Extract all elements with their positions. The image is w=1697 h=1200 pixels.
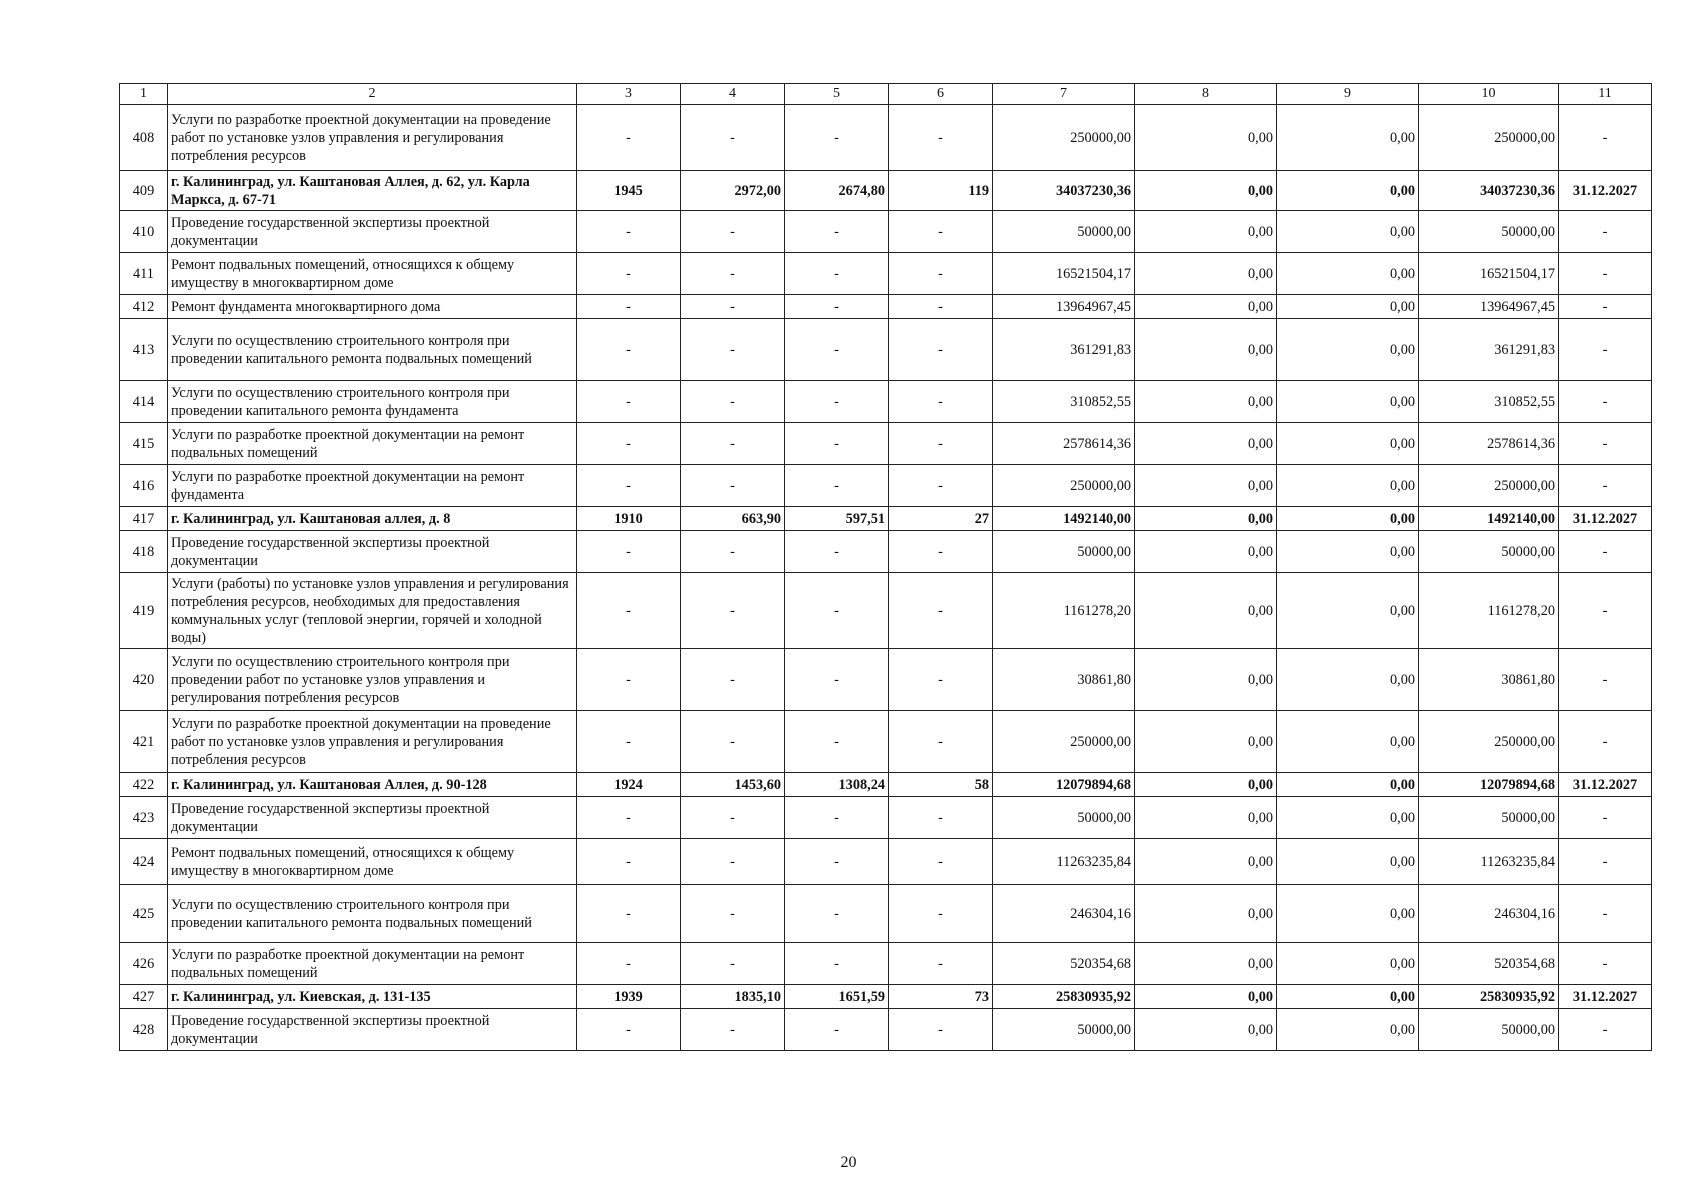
col-7-value: 2578614,36: [993, 423, 1135, 465]
col-10-value: 16521504,17: [1419, 253, 1559, 295]
col-7-value: 1492140,00: [993, 507, 1135, 531]
col-6-value: -: [889, 649, 993, 711]
col-5-value: -: [785, 253, 889, 295]
col-7-value: 361291,83: [993, 319, 1135, 381]
col-6-value: -: [889, 465, 993, 507]
col-3-value: -: [577, 295, 681, 319]
row-description: Услуги по осуществлению строительного контроля при проведении капитального ремонта подвальных помещений: [168, 319, 577, 381]
col-6-value: -: [889, 295, 993, 319]
col-11-value: -: [1559, 573, 1652, 649]
col-3-value: -: [577, 253, 681, 295]
col-9-value: 0,00: [1277, 885, 1419, 943]
col-10-value: 250000,00: [1419, 711, 1559, 773]
col-8-value: 0,00: [1135, 649, 1277, 711]
col-11-value: 31.12.2027: [1559, 507, 1652, 531]
col-10-value: 34037230,36: [1419, 171, 1559, 211]
col-7-value: 16521504,17: [993, 253, 1135, 295]
col-4-value: -: [681, 295, 785, 319]
column-number-row: [120, 84, 1652, 105]
col-10-value: 50000,00: [1419, 211, 1559, 253]
col-9-value: 0,00: [1277, 295, 1419, 319]
table-row: [120, 711, 1652, 773]
table-row: [120, 381, 1652, 423]
col-4-value: -: [681, 319, 785, 381]
table-row: [120, 465, 1652, 507]
row-description: Услуги по разработке проектной документации на ремонт фундамента: [168, 465, 577, 507]
col-11-value: -: [1559, 105, 1652, 171]
column-header: 4: [681, 84, 785, 105]
col-9-value: 0,00: [1277, 507, 1419, 531]
col-8-value: 0,00: [1135, 319, 1277, 381]
row-description: Ремонт подвальных помещений, относящихся к общему имуществу в многоквартирном доме: [168, 253, 577, 295]
row-description: Услуги по осуществлению строительного контроля при проведении капитального ремонта подвальных помещений: [168, 885, 577, 943]
col-9-value: 0,00: [1277, 253, 1419, 295]
col-4-value: -: [681, 943, 785, 985]
col-10-value: 250000,00: [1419, 105, 1559, 171]
column-header: 8: [1135, 84, 1277, 105]
col-7-value: 250000,00: [993, 465, 1135, 507]
row-description: Услуги по разработке проектной документации на ремонт подвальных помещений: [168, 423, 577, 465]
col-9-value: 0,00: [1277, 797, 1419, 839]
row-number: 422: [120, 773, 168, 797]
col-10-value: 13964967,45: [1419, 295, 1559, 319]
row-description: Услуги по разработке проектной документации на ремонт подвальных помещений: [168, 943, 577, 985]
row-description: Услуги по разработке проектной документации на проведение работ по установке узлов управления и регулирования потребления ресурсов: [168, 105, 577, 171]
col-4-value: -: [681, 531, 785, 573]
col-3-value: -: [577, 381, 681, 423]
row-description: г. Калининград, ул. Каштановая Аллея, д. 90-128: [168, 773, 577, 797]
col-5-value: 2674,80: [785, 171, 889, 211]
col-4-value: -: [681, 573, 785, 649]
row-number: 414: [120, 381, 168, 423]
col-5-value: -: [785, 105, 889, 171]
col-7-value: 11263235,84: [993, 839, 1135, 885]
row-description: Услуги по осуществлению строительного контроля при проведении капитального ремонта фундамента: [168, 381, 577, 423]
col-8-value: 0,00: [1135, 171, 1277, 211]
col-4-value: -: [681, 381, 785, 423]
page-number: 20: [840, 1154, 857, 1171]
col-7-value: 250000,00: [993, 711, 1135, 773]
row-number: 413: [120, 319, 168, 381]
col-9-value: 0,00: [1277, 423, 1419, 465]
table-row: [120, 423, 1652, 465]
col-5-value: -: [785, 649, 889, 711]
col-8-value: 0,00: [1135, 253, 1277, 295]
col-5-value: -: [785, 423, 889, 465]
col-3-value: -: [577, 711, 681, 773]
col-11-value: -: [1559, 649, 1652, 711]
col-8-value: 0,00: [1135, 839, 1277, 885]
row-number: 419: [120, 573, 168, 649]
col-7-value: 50000,00: [993, 211, 1135, 253]
row-number: 428: [120, 1009, 168, 1051]
table-body: [120, 105, 1652, 1051]
col-8-value: 0,00: [1135, 711, 1277, 773]
table-row: [120, 943, 1652, 985]
table-row: [120, 319, 1652, 381]
col-6-value: -: [889, 573, 993, 649]
col-6-value: -: [889, 943, 993, 985]
col-3-value: -: [577, 649, 681, 711]
col-8-value: 0,00: [1135, 797, 1277, 839]
col-8-value: 0,00: [1135, 943, 1277, 985]
col-6-value: -: [889, 253, 993, 295]
row-number: 421: [120, 711, 168, 773]
col-4-value: 663,90: [681, 507, 785, 531]
column-header: 1: [120, 84, 168, 105]
col-7-value: 25830935,92: [993, 985, 1135, 1009]
column-header: 5: [785, 84, 889, 105]
col-10-value: 1161278,20: [1419, 573, 1559, 649]
col-3-value: 1939: [577, 985, 681, 1009]
col-3-value: 1910: [577, 507, 681, 531]
table-row: [120, 773, 1652, 797]
col-9-value: 0,00: [1277, 171, 1419, 211]
col-8-value: 0,00: [1135, 985, 1277, 1009]
col-3-value: -: [577, 797, 681, 839]
col-11-value: -: [1559, 839, 1652, 885]
col-9-value: 0,00: [1277, 573, 1419, 649]
col-6-value: 27: [889, 507, 993, 531]
row-number: 423: [120, 797, 168, 839]
col-11-value: -: [1559, 797, 1652, 839]
col-3-value: -: [577, 943, 681, 985]
column-header: 11: [1559, 84, 1652, 105]
col-7-value: 12079894,68: [993, 773, 1135, 797]
col-8-value: 0,00: [1135, 211, 1277, 253]
col-10-value: 246304,16: [1419, 885, 1559, 943]
table-row: [120, 171, 1652, 211]
col-6-value: -: [889, 711, 993, 773]
col-7-value: 250000,00: [993, 105, 1135, 171]
col-10-value: 1492140,00: [1419, 507, 1559, 531]
col-9-value: 0,00: [1277, 211, 1419, 253]
col-9-value: 0,00: [1277, 319, 1419, 381]
table-row: [120, 253, 1652, 295]
col-4-value: 2972,00: [681, 171, 785, 211]
col-10-value: 2578614,36: [1419, 423, 1559, 465]
row-number: 408: [120, 105, 168, 171]
col-7-value: 30861,80: [993, 649, 1135, 711]
table-row: [120, 649, 1652, 711]
row-number: 409: [120, 171, 168, 211]
table-row: [120, 839, 1652, 885]
row-number: 427: [120, 985, 168, 1009]
col-5-value: -: [785, 573, 889, 649]
col-10-value: 520354,68: [1419, 943, 1559, 985]
col-4-value: -: [681, 711, 785, 773]
column-header: 10: [1419, 84, 1559, 105]
col-7-value: 520354,68: [993, 943, 1135, 985]
col-6-value: -: [889, 797, 993, 839]
col-6-value: -: [889, 319, 993, 381]
col-3-value: -: [577, 105, 681, 171]
col-9-value: 0,00: [1277, 381, 1419, 423]
col-11-value: -: [1559, 711, 1652, 773]
col-9-value: 0,00: [1277, 1009, 1419, 1051]
row-description: Проведение государственной экспертизы проектной документации: [168, 1009, 577, 1051]
col-6-value: -: [889, 885, 993, 943]
col-11-value: 31.12.2027: [1559, 985, 1652, 1009]
col-8-value: 0,00: [1135, 423, 1277, 465]
row-description: Проведение государственной экспертизы проектной документации: [168, 211, 577, 253]
col-4-value: -: [681, 797, 785, 839]
col-7-value: 50000,00: [993, 531, 1135, 573]
col-11-value: -: [1559, 295, 1652, 319]
col-8-value: 0,00: [1135, 773, 1277, 797]
col-11-value: -: [1559, 531, 1652, 573]
col-7-value: 34037230,36: [993, 171, 1135, 211]
col-10-value: 361291,83: [1419, 319, 1559, 381]
row-description: Услуги по разработке проектной документации на проведение работ по установке узлов управления и регулирования потребления ресурсов: [168, 711, 577, 773]
col-10-value: 50000,00: [1419, 797, 1559, 839]
col-4-value: -: [681, 885, 785, 943]
col-9-value: 0,00: [1277, 773, 1419, 797]
col-10-value: 250000,00: [1419, 465, 1559, 507]
col-11-value: -: [1559, 423, 1652, 465]
col-11-value: -: [1559, 465, 1652, 507]
col-3-value: -: [577, 531, 681, 573]
col-3-value: 1924: [577, 773, 681, 797]
col-8-value: 0,00: [1135, 531, 1277, 573]
column-header: 7: [993, 84, 1135, 105]
column-header: 2: [168, 84, 577, 105]
col-5-value: 1308,24: [785, 773, 889, 797]
col-5-value: -: [785, 1009, 889, 1051]
col-5-value: -: [785, 381, 889, 423]
col-8-value: 0,00: [1135, 381, 1277, 423]
col-8-value: 0,00: [1135, 105, 1277, 171]
col-4-value: -: [681, 839, 785, 885]
row-number: 425: [120, 885, 168, 943]
col-11-value: -: [1559, 943, 1652, 985]
col-8-value: 0,00: [1135, 465, 1277, 507]
col-11-value: -: [1559, 1009, 1652, 1051]
table-row: [120, 105, 1652, 171]
row-number: 417: [120, 507, 168, 531]
col-5-value: 1651,59: [785, 985, 889, 1009]
col-3-value: -: [577, 211, 681, 253]
table-row: [120, 985, 1652, 1009]
col-10-value: 12079894,68: [1419, 773, 1559, 797]
col-3-value: -: [577, 465, 681, 507]
col-9-value: 0,00: [1277, 105, 1419, 171]
col-4-value: 1835,10: [681, 985, 785, 1009]
col-5-value: -: [785, 319, 889, 381]
row-description: Услуги по осуществлению строительного контроля при проведении работ по установке узлов управления и регулирования потребления ресурсов: [168, 649, 577, 711]
col-11-value: 31.12.2027: [1559, 773, 1652, 797]
col-4-value: -: [681, 1009, 785, 1051]
col-10-value: 25830935,92: [1419, 985, 1559, 1009]
col-10-value: 50000,00: [1419, 1009, 1559, 1051]
col-4-value: -: [681, 649, 785, 711]
col-5-value: 597,51: [785, 507, 889, 531]
col-7-value: 1161278,20: [993, 573, 1135, 649]
document-sheet: [119, 83, 1651, 1051]
row-number: 410: [120, 211, 168, 253]
col-4-value: -: [681, 465, 785, 507]
col-6-value: 58: [889, 773, 993, 797]
col-8-value: 0,00: [1135, 1009, 1277, 1051]
col-5-value: -: [785, 711, 889, 773]
row-description: г. Калининград, ул. Каштановая Аллея, д. 62, ул. Карла Маркса, д. 67-71: [168, 171, 577, 211]
col-6-value: -: [889, 381, 993, 423]
table-row: [120, 295, 1652, 319]
col-8-value: 0,00: [1135, 573, 1277, 649]
row-number: 426: [120, 943, 168, 985]
col-8-value: 0,00: [1135, 507, 1277, 531]
col-5-value: -: [785, 465, 889, 507]
row-description: Ремонт фундамента многоквартирного дома: [168, 295, 577, 319]
col-3-value: 1945: [577, 171, 681, 211]
col-9-value: 0,00: [1277, 711, 1419, 773]
row-description: г. Калининград, ул. Каштановая аллея, д. 8: [168, 507, 577, 531]
row-description: Услуги (работы) по установке узлов управления и регулирования потребления ресурсов, необходимых для предоставления коммунальных услуг (тепловой энергии, горячей и холодной воды): [168, 573, 577, 649]
col-3-value: -: [577, 423, 681, 465]
col-3-value: -: [577, 885, 681, 943]
col-6-value: -: [889, 839, 993, 885]
col-5-value: -: [785, 211, 889, 253]
col-6-value: 73: [889, 985, 993, 1009]
col-3-value: -: [577, 839, 681, 885]
column-header: 9: [1277, 84, 1419, 105]
table-row: [120, 885, 1652, 943]
row-number: 418: [120, 531, 168, 573]
table-row: [120, 507, 1652, 531]
col-4-value: 1453,60: [681, 773, 785, 797]
table-row: [120, 797, 1652, 839]
col-7-value: 13964967,45: [993, 295, 1135, 319]
col-4-value: -: [681, 105, 785, 171]
col-3-value: -: [577, 573, 681, 649]
table-row: [120, 531, 1652, 573]
col-3-value: -: [577, 319, 681, 381]
col-4-value: -: [681, 423, 785, 465]
row-number: 420: [120, 649, 168, 711]
col-11-value: -: [1559, 319, 1652, 381]
col-6-value: -: [889, 105, 993, 171]
col-5-value: -: [785, 797, 889, 839]
col-4-value: -: [681, 211, 785, 253]
row-description: г. Калининград, ул. Киевская, д. 131-135: [168, 985, 577, 1009]
col-10-value: 30861,80: [1419, 649, 1559, 711]
col-9-value: 0,00: [1277, 985, 1419, 1009]
col-9-value: 0,00: [1277, 839, 1419, 885]
table-row: [120, 1009, 1652, 1051]
col-11-value: 31.12.2027: [1559, 171, 1652, 211]
row-number: 415: [120, 423, 168, 465]
col-7-value: 246304,16: [993, 885, 1135, 943]
col-11-value: -: [1559, 885, 1652, 943]
col-6-value: -: [889, 423, 993, 465]
col-6-value: -: [889, 531, 993, 573]
col-10-value: 50000,00: [1419, 531, 1559, 573]
col-11-value: -: [1559, 253, 1652, 295]
col-3-value: -: [577, 1009, 681, 1051]
column-header: 6: [889, 84, 993, 105]
col-9-value: 0,00: [1277, 531, 1419, 573]
row-number: 424: [120, 839, 168, 885]
table-row: [120, 573, 1652, 649]
col-6-value: -: [889, 211, 993, 253]
column-header: 3: [577, 84, 681, 105]
col-9-value: 0,00: [1277, 943, 1419, 985]
col-8-value: 0,00: [1135, 885, 1277, 943]
col-7-value: 50000,00: [993, 797, 1135, 839]
col-11-value: -: [1559, 381, 1652, 423]
col-7-value: 310852,55: [993, 381, 1135, 423]
col-5-value: -: [785, 885, 889, 943]
col-9-value: 0,00: [1277, 465, 1419, 507]
col-5-value: -: [785, 295, 889, 319]
row-description: Ремонт подвальных помещений, относящихся к общему имуществу в многоквартирном доме: [168, 839, 577, 885]
col-6-value: 119: [889, 171, 993, 211]
col-6-value: -: [889, 1009, 993, 1051]
row-number: 411: [120, 253, 168, 295]
row-description: Проведение государственной экспертизы проектной документации: [168, 531, 577, 573]
col-9-value: 0,00: [1277, 649, 1419, 711]
col-10-value: 11263235,84: [1419, 839, 1559, 885]
col-5-value: -: [785, 839, 889, 885]
col-7-value: 50000,00: [993, 1009, 1135, 1051]
row-description: Проведение государственной экспертизы проектной документации: [168, 797, 577, 839]
repair-plan-table: [119, 83, 1652, 1051]
row-number: 412: [120, 295, 168, 319]
col-10-value: 310852,55: [1419, 381, 1559, 423]
col-5-value: -: [785, 531, 889, 573]
col-4-value: -: [681, 253, 785, 295]
table-row: [120, 211, 1652, 253]
row-number: 416: [120, 465, 168, 507]
col-11-value: -: [1559, 211, 1652, 253]
col-5-value: -: [785, 943, 889, 985]
col-8-value: 0,00: [1135, 295, 1277, 319]
